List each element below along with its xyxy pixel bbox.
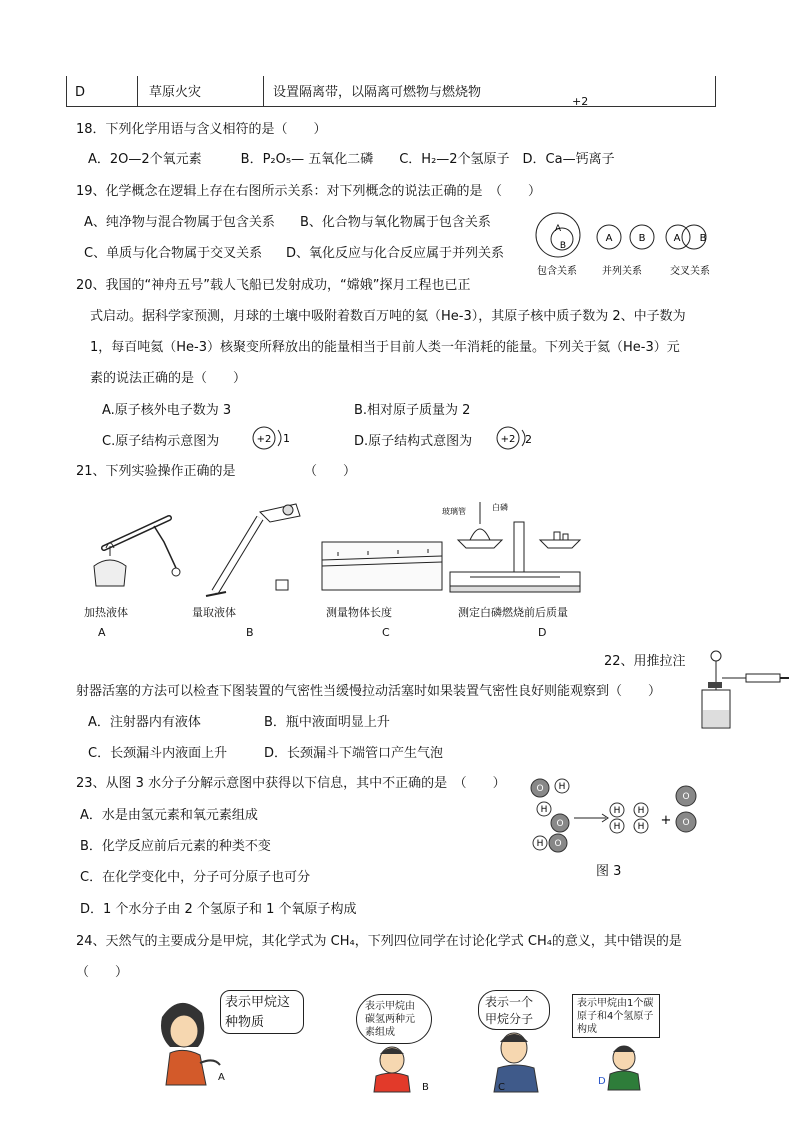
inc-label-b: B (559, 241, 567, 251)
student-label-c: C (498, 1082, 505, 1093)
table-cell-case: 草原火灾 (149, 85, 202, 100)
airtightness-apparatus (694, 648, 790, 732)
q22-stem-head: 22、用推拉注 (604, 654, 686, 669)
svg-text:O: O (554, 839, 562, 849)
q19-option-c: C、单质与化合物属于交叉关系 (84, 246, 263, 261)
par-label-b: B (638, 233, 646, 244)
q21-caption-b: 量取液体 (192, 606, 236, 619)
student-b-illustration (362, 1046, 422, 1092)
svg-text:H: H (613, 822, 621, 832)
cross-caption: 交叉关系 (670, 266, 710, 277)
student-label-b: B (422, 1082, 429, 1093)
q19-stem: 19、化学概念在逻辑上存在右图所示关系：对下列概念的说法正确的是 （ ） (76, 184, 542, 199)
par-label-a: A (605, 233, 613, 244)
q19-option-b: B、化合物与氧化物属于包含关系 (300, 215, 491, 230)
svg-text:玻璃管: 玻璃管 (442, 507, 466, 516)
table-divider (263, 76, 264, 106)
svg-text:O: O (682, 818, 690, 828)
q20-option-d: D.原子结构式意图为 (354, 434, 473, 449)
svg-text:O: O (682, 792, 690, 802)
q21-caption-d: 测定白磷燃烧前后质量 (458, 606, 568, 619)
inc-label-a: A (554, 224, 562, 234)
svg-text:1: 1 (283, 432, 290, 445)
student-a-illustration (150, 995, 226, 1087)
illustration-heating-liquid (84, 508, 194, 600)
illustration-ruler (318, 530, 448, 594)
student-label-d: D (598, 1076, 606, 1087)
q21-answer-paren: （ ） (304, 464, 357, 479)
q21-label-a: A (98, 626, 106, 639)
svg-text:H: H (613, 806, 621, 816)
q21-stem: 21、下列实验操作正确的是 (76, 464, 236, 479)
q24-line2: （ ） (76, 965, 129, 980)
q21-label-d: D (538, 626, 547, 639)
q23-option-d: D．1 个水分子由 2 个氢原子和 1 个氧原子构成 (80, 902, 357, 917)
q20-line3: 1，每百吨氦（He-3）核聚变所释放出的能量相当于目前人类一年消耗的能量。下列关于氦（He-3）元 (90, 340, 680, 355)
svg-text:O: O (556, 819, 564, 829)
q22-stem: 射器活塞的方法可以检查下图装置的气密性当缓慢拉动活塞时如果装置气密性良好则能观察到（ ） (76, 684, 662, 699)
stray-charge-note: +2 (572, 95, 589, 108)
table-divider (137, 76, 138, 106)
svg-text:2: 2 (525, 433, 532, 446)
svg-text:+2: +2 (256, 434, 272, 445)
q18-stem: 18．下列化学用语与含义相符的是（ ） (76, 122, 327, 137)
svg-text:H: H (540, 805, 548, 815)
speech-bubble-b: 表示甲烷由碳氢两种元素组成 (356, 994, 432, 1044)
svg-text:+2: +2 (500, 434, 516, 445)
speech-bubble-a: 表示甲烷这种物质 (220, 990, 304, 1034)
q19-option-a: A、纯净物与混合物属于包含关系 (84, 215, 275, 230)
q23-stem: 23、从图 3 水分子分解示意图中获得以下信息，其中不正确的是 （ ） (76, 776, 506, 791)
q21-label-b: B (246, 626, 254, 639)
svg-text:H: H (536, 839, 544, 849)
svg-text:H: H (558, 782, 566, 792)
student-d-illustration (604, 1044, 648, 1090)
svg-text:+: + (660, 813, 672, 828)
speech-bubble-c: 表示一个甲烷分子 (478, 990, 550, 1030)
set-relation-diagram (530, 208, 730, 282)
q20-line4: 素的说法正确的是（ ） (90, 371, 247, 386)
svg-text:H: H (637, 806, 645, 816)
q22-option-d: D．长颈漏斗下端管口产生气泡 (264, 746, 444, 761)
q24-line1: 24、天然气的主要成分是甲烷，其化学式为 CH₄，下列四位同学在讨论化学式 CH₄的意义，其中错误的是 (76, 934, 682, 949)
q19-option-d: D、氧化反应与化合反应属于并列关系 (286, 246, 505, 261)
q20-option-a: A.原子核外电子数为 3 (102, 403, 232, 418)
table-cell-method: 设置隔离带，以隔离可燃物与燃烧物 (273, 85, 482, 100)
cross-label-b: B (699, 233, 707, 244)
q20-option-b: B.相对原子质量为 2 (354, 403, 471, 418)
illustration-measuring-cylinder (200, 500, 310, 600)
q23-option-c: C．在化学变化中，分子可分原子也可分 (80, 870, 311, 885)
q21-caption-a: 加热液体 (84, 606, 128, 619)
inclusion-caption: 包含关系 (537, 266, 577, 277)
table-cell-option: D (75, 85, 86, 100)
q20-option-c: C.原子结构示意图为 (102, 434, 220, 449)
figure-3-caption: 图 3 (596, 864, 622, 879)
q22-option-b: B．瓶中液面明显上升 (264, 715, 390, 730)
cross-label-a: A (673, 233, 681, 244)
q22-option-c: C．长颈漏斗内液面上升 (88, 746, 228, 761)
parallel-caption: 并列关系 (602, 266, 642, 277)
q18-options: A．2O—2个氧元素 B．P₂O₅— 五氧化二磷 C．H₂—2个氢原子 D．Ca—钙离子 (88, 152, 615, 167)
atom-diagram-c (250, 424, 290, 452)
q22-option-a: A．注射器内有液体 (88, 715, 201, 730)
answer-table-row (66, 76, 716, 107)
svg-text:H: H (637, 822, 645, 832)
atom-diagram-d (494, 424, 534, 452)
illustration-balance (440, 498, 590, 598)
svg-text:O: O (536, 784, 544, 794)
q21-label-c: C (382, 626, 390, 639)
q23-option-b: B．化学反应前后元素的种类不变 (80, 839, 271, 854)
svg-text:白磷: 白磷 (492, 503, 508, 512)
q23-option-a: A．水是由氢元素和氧元素组成 (80, 808, 258, 823)
student-label-a: A (218, 1072, 225, 1083)
q21-caption-c: 测量物体长度 (326, 606, 392, 619)
speech-bubble-d: 表示甲烷由1个碳原子和4个氢原子构成 (572, 994, 660, 1038)
q20-line1: 20、我国的“神舟五号”载人飞船已发射成功，“嫦娥”探月工程也已正 (76, 278, 471, 293)
q20-line2: 式启动。据科学家预测，月球的土壤中吸附着数百万吨的氦（He-3），其原子核中质子数为 2、中子数为 (90, 309, 686, 324)
